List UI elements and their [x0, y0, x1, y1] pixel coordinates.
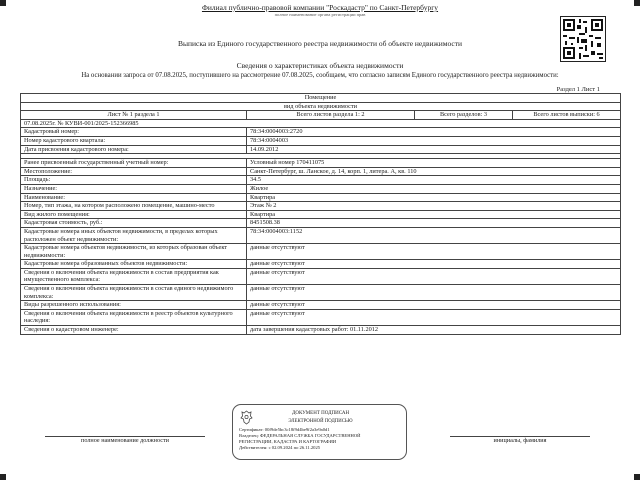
- field-label: Местоположение:: [21, 167, 247, 176]
- scan-corner-mark: [0, 0, 6, 6]
- stamp-validity: Действителен: с 02.09.2024 по 26.11.2025: [239, 445, 321, 450]
- field-label: Площадь:: [21, 176, 247, 185]
- field-label: Номер, тип этажа, на котором расположено помещение, машино-место: [21, 202, 247, 211]
- field-label: Кадастровая стоимость, руб.:: [21, 219, 247, 228]
- extract-table: [20, 93, 621, 335]
- field-label: Наименование:: [21, 193, 247, 202]
- field-label: Сведения о включении объекта недвижимости в состав предприятия как имущественного комплекса:: [21, 268, 247, 284]
- table-row: [21, 260, 621, 269]
- field-label: Сведения о включении объекта недвижимости в состав единого недвижимого комплекса:: [21, 285, 247, 301]
- field-value: Санкт-Петербург, ш. Ланское, д. 14, корп. 1, литера. А, кв. 110: [247, 167, 621, 176]
- section-title: Сведения о характеристиках объекта недвижимости: [236, 61, 404, 70]
- table-row: [21, 202, 621, 211]
- sheet-label: Лист № 1 раздела 1: [21, 111, 247, 120]
- table-row: [21, 128, 621, 137]
- table-row: [21, 227, 621, 243]
- table-row: [21, 184, 621, 193]
- table-row: [21, 285, 621, 301]
- field-value: дата завершения кадастровых работ: 01.11.2012: [247, 326, 621, 335]
- field-label: Кадастровые номера объектов недвижимости, из которых образован объект недвижимости:: [21, 244, 247, 260]
- table-row: [21, 219, 621, 228]
- qr-code-icon: [560, 16, 606, 62]
- object-type-caption: вид объекта недвижимости: [21, 102, 621, 111]
- electronic-signature-stamp: [232, 404, 407, 460]
- scan-corner-mark: [634, 474, 640, 480]
- name-caption: инициалы, фамилия: [493, 437, 547, 444]
- table-row: [21, 326, 621, 335]
- stamp-line-1: ДОКУМЕНТ ПОДПИСАН: [291, 411, 350, 416]
- total-sections: Всего разделов: 3: [415, 111, 513, 120]
- registry-office-name: Филиал публично-правовой компании "Роскадастр" по Санкт-Петербургу: [201, 3, 439, 12]
- table-row: [21, 159, 621, 168]
- stamp-line-2: ЭЛЕКТРОННОЙ ПОДПИСЬЮ: [288, 419, 353, 424]
- basis-statement: На основании запроса от 07.08.2025, поступившего на рассмотрение 07.08.2025, сообщаем, что согласно записям Единого государственного реестра недвижимости:: [81, 72, 559, 79]
- field-value: 78:34:0004003:1152: [247, 227, 621, 243]
- field-label: Кадастровые номера образованных объектов недвижимости:: [21, 260, 247, 269]
- table-row: [21, 176, 621, 185]
- cadastral-block: [21, 128, 621, 154]
- table-row: [21, 193, 621, 202]
- field-value: 78:34:0004003: [247, 136, 621, 145]
- field-value: 78:34:0004003:2720: [247, 128, 621, 137]
- table-row: [21, 309, 621, 325]
- field-value: Условный номер 170411075: [247, 159, 621, 168]
- field-label: Виды разрешенного использования:: [21, 301, 247, 310]
- field-value: 14.09.2012: [247, 145, 621, 154]
- page-info: Раздел 1 Лист 1: [556, 86, 600, 93]
- scan-corner-mark: [0, 474, 6, 480]
- stamp-certificate: Сертификат: 00f9de5bc3c18f9d4be9f2a3e9a0d1: [239, 427, 330, 432]
- field-value: Квартира: [247, 193, 621, 202]
- field-value: Квартира: [247, 210, 621, 219]
- field-label: Сведения о кадастровом инженере:: [21, 326, 247, 335]
- registry-office-caption: полное наименование органа регистрации прав: [274, 12, 366, 17]
- field-label: Вид жилого помещения:: [21, 210, 247, 219]
- total-section-sheets: Всего листов раздела 1: 2: [247, 111, 415, 120]
- characteristics-block: [21, 159, 621, 334]
- stamp-owner-1: Владелец: ФЕДЕРАЛЬНАЯ СЛУЖБА ГОСУДАРСТВЕННОЙ: [239, 433, 361, 438]
- field-value: 8451508.38: [247, 219, 621, 228]
- field-value: Жилое: [247, 184, 621, 193]
- field-label: Кадастровые номера иных объектов недвижимости, в пределах которых расположен объект недвижимости:: [21, 227, 247, 243]
- field-label: Номер кадастрового квартала:: [21, 136, 247, 145]
- total-extract-sheets: Всего листов выписки: 6: [513, 111, 621, 120]
- field-value: данные отсутствуют: [247, 260, 621, 269]
- field-value: 34.5: [247, 176, 621, 185]
- field-label: Сведения о включении объекта недвижимости в реестр объектов культурного наследия:: [21, 309, 247, 325]
- table-row: [21, 210, 621, 219]
- field-label: Ранее присвоенный государственный учетный номер:: [21, 159, 247, 168]
- table-row: [21, 145, 621, 154]
- scan-corner-mark: [634, 0, 640, 6]
- field-value: данные отсутствуют: [247, 285, 621, 301]
- document-title: Выписка из Единого государственного реестра недвижимости об объекте недвижимости: [177, 39, 463, 48]
- table-row: [21, 301, 621, 310]
- stamp-owner-2: РЕГИСТРАЦИИ, КАДАСТРА И КАРТОГРАФИИ: [239, 439, 337, 444]
- document-number: 07.08.2025г. № КУВИ-001/2025-152366985: [21, 119, 621, 128]
- field-value: данные отсутствуют: [247, 268, 621, 284]
- table-row: [21, 167, 621, 176]
- field-value: данные отсутствуют: [247, 244, 621, 260]
- table-row: [21, 244, 621, 260]
- field-label: Назначение:: [21, 184, 247, 193]
- field-label: Дата присвоения кадастрового номера:: [21, 145, 247, 154]
- field-value: Этаж № 2: [247, 202, 621, 211]
- position-caption: полное наименование должности: [81, 437, 169, 444]
- field-label: Кадастровый номер:: [21, 128, 247, 137]
- table-row: [21, 268, 621, 284]
- field-value: данные отсутствуют: [247, 309, 621, 325]
- table-row: [21, 136, 621, 145]
- object-type: Помещение: [21, 94, 621, 103]
- field-value: данные отсутствуют: [247, 301, 621, 310]
